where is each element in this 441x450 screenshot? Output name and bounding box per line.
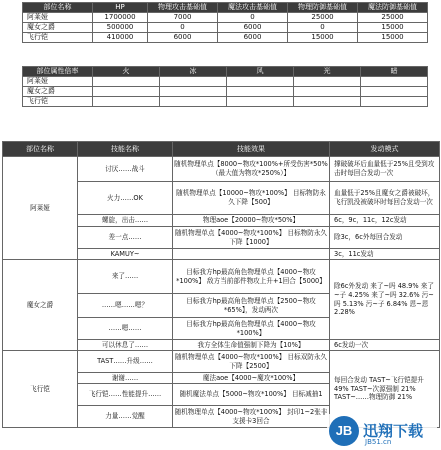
skill-name: 可以休息了……	[78, 340, 173, 351]
skill-mode: 6c发动一次	[330, 340, 440, 351]
skill-effect: 随机物理单点【10000~物攻*100%】 目标物防永久下降【500】	[173, 182, 330, 215]
table-cell	[93, 97, 160, 107]
table-cell	[227, 97, 294, 107]
table-cell: 0	[218, 13, 288, 23]
skill-name: 差一点……	[78, 227, 173, 249]
table-cell: 15000	[358, 23, 428, 33]
table-row	[3, 157, 440, 182]
element-header: 光	[294, 67, 361, 77]
skill-header-row	[3, 142, 440, 157]
table-cell	[227, 87, 294, 97]
watermark-text: 迅翔下载	[363, 422, 424, 440]
table-cell: 0	[148, 23, 218, 33]
skill-mode: 6c，9c，11c，12c发动	[330, 215, 440, 227]
table-cell	[361, 97, 428, 107]
table-row	[23, 87, 428, 97]
skill-header: 部位名称	[3, 142, 78, 157]
table-cell: 15000	[358, 33, 428, 43]
table-cell: 500000	[93, 23, 148, 33]
part-name: 阿莱娅	[3, 157, 78, 260]
skill-mode: 除3c，6c外每回合发动	[330, 227, 440, 249]
skill-name: 讨厌……战斗	[78, 157, 173, 182]
element-header: 风	[227, 67, 294, 77]
table-cell	[93, 87, 160, 97]
skill-name: ……嗯……	[78, 318, 173, 340]
table-row	[23, 23, 428, 33]
table-cell: 25000	[358, 13, 428, 23]
skill-mode: 血量低于25%且魔女之爵被破坏，飞行凯没被破坏时每回合发动一次	[330, 182, 440, 215]
skill-effect: 随机物理单点【8000~物攻*100%+所受伤害*50%（最大值为物攻*250%）】	[173, 157, 330, 182]
stats-table	[22, 2, 428, 43]
table-cell	[227, 77, 294, 87]
skill-mode: 撑破破坏后血量低于25%且受到攻击时每回合发动一次	[330, 157, 440, 182]
stats-header: 物理攻击基础值	[148, 3, 218, 13]
stats-header-row	[23, 3, 428, 13]
skill-effect: 我方全体生命值强制下降为【10%】	[173, 340, 330, 351]
stats-header: 魔法攻击基础值	[218, 3, 288, 13]
table-cell	[361, 77, 428, 87]
skill-header: 发动模式	[330, 142, 440, 157]
table-row	[23, 77, 428, 87]
table-row	[3, 351, 440, 373]
stats-header: 部位名称	[23, 3, 93, 13]
table-row	[3, 260, 440, 294]
element-header: 冰	[160, 67, 227, 77]
table-cell: 阿莱娅	[23, 77, 93, 87]
skill-name: 飞行铠……性能提升……	[78, 384, 173, 406]
skill-name: 来了……	[78, 260, 173, 294]
table-cell: 6000	[218, 23, 288, 33]
table-cell: 15000	[288, 33, 358, 43]
element-header: 部位属性倍率	[23, 67, 93, 77]
skill-effect: 物理aoe【20000~物攻*50%】	[173, 215, 330, 227]
skill-name: 火力……OK	[78, 182, 173, 215]
skill-name: 螺旋，出击……	[78, 215, 173, 227]
skill-effect	[173, 249, 330, 260]
element-header-row	[23, 67, 428, 77]
table-cell	[294, 87, 361, 97]
table-cell: 魔女之爵	[23, 23, 93, 33]
skill-name: KAMUY~	[78, 249, 173, 260]
skill-effect: 目标我方hp最高角色物理单点【2500~物攻*65%】，发动两次	[173, 294, 330, 318]
element-multiplier-table	[22, 66, 428, 107]
element-header: 暗	[361, 67, 428, 77]
watermark-url: JB51.cn	[365, 438, 392, 446]
stats-header: 物理防御基础值	[288, 3, 358, 13]
table-cell: 6000	[148, 33, 218, 43]
skill-effect: 随机物理单点【4000~物攻*100%】 封印1~2张非支援卡3回合	[173, 406, 330, 428]
skill-table	[2, 141, 440, 428]
skill-name: TAST……升级……	[78, 351, 173, 373]
table-cell: 7000	[148, 13, 218, 23]
skill-mode: 除6c外发动 来了~吗 48.9% 来了~子 4.25% 来了~吗 32.6% 污~吗 5.13% 污~子 6.84% 恩~恩 2.28%	[330, 260, 440, 340]
table-row	[23, 13, 428, 23]
table-cell: 飞行铠	[23, 97, 93, 107]
table-cell: 阿莱娅	[23, 13, 93, 23]
skill-mode: 3c，11c发动	[330, 249, 440, 260]
skill-effect: 魔法aoe【4000~魔攻*100%】	[173, 373, 330, 384]
table-cell: 1700000	[93, 13, 148, 23]
stats-header: HP	[93, 3, 148, 13]
element-header: 火	[93, 67, 160, 77]
part-name: 飞行铠	[3, 351, 78, 428]
table-row	[23, 33, 428, 43]
skill-name: ……嗯……嗯？	[78, 294, 173, 318]
table-cell: 0	[288, 23, 358, 33]
table-cell: 6000	[218, 33, 288, 43]
skill-effect: 随机物理单点【4000~物攻*100%】 目标双防永久下降【2500】	[173, 351, 330, 373]
table-cell: 25000	[288, 13, 358, 23]
table-cell	[93, 77, 160, 87]
table-cell	[160, 87, 227, 97]
stats-header: 魔法防御基础值	[358, 3, 428, 13]
skill-header: 技能效果	[173, 142, 330, 157]
skill-name: 力量……觉醒	[78, 406, 173, 428]
skill-effect: 目标我方hp最高角色物理单点【4000~物攻*100%】	[173, 318, 330, 340]
skill-effect: 随机物理单点【4000~物攻*100%】 目标物防永久下降【1000】	[173, 227, 330, 249]
table-cell	[294, 77, 361, 87]
skill-name: 谢谢……	[78, 373, 173, 384]
table-cell	[294, 97, 361, 107]
skill-header: 技能名称	[78, 142, 173, 157]
table-cell: 410000	[93, 33, 148, 43]
watermark	[327, 414, 437, 448]
part-name: 魔女之爵	[3, 260, 78, 351]
table-cell	[160, 77, 227, 87]
table-cell: 魔女之爵	[23, 87, 93, 97]
table-row	[23, 97, 428, 107]
skill-effect: 目标我方hp最高角色物理单点【4000~物攻*100%】 敌方当前部件物攻上升+1回合【5000】	[173, 260, 330, 294]
table-cell: 飞行铠	[23, 33, 93, 43]
watermark-logo: JB	[329, 416, 359, 446]
table-cell	[361, 87, 428, 97]
skill-mode: 每回合发动 TAST~飞行铠提升 49% TAST~次源强制 21% TAST~……物理防御 21%	[330, 351, 440, 428]
skill-effect: 随机魔法单点【5000~物攻*100%】 目标减抽1	[173, 384, 330, 406]
table-cell	[160, 97, 227, 107]
